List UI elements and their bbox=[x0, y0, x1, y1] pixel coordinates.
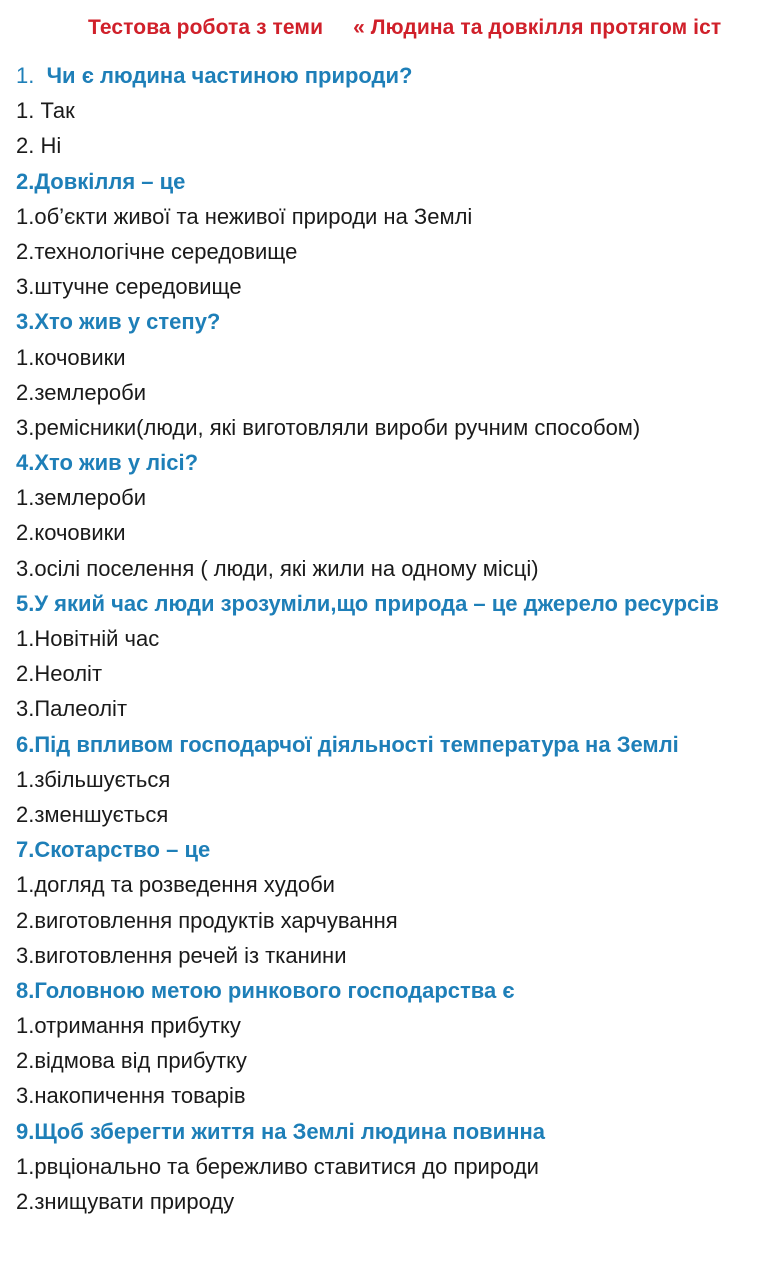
answer-option: 2.землероби bbox=[16, 379, 146, 405]
answer-option: 2.відмова від прибутку bbox=[16, 1048, 247, 1074]
question-8: 8.Головною метою ринкового господарства є bbox=[16, 977, 515, 1003]
answer-option: 3.накопичення товарів bbox=[16, 1083, 246, 1109]
answer-option: 1. Так bbox=[16, 98, 75, 124]
question-1 bbox=[16, 58, 772, 93]
answer-option: 1.Новітній час bbox=[16, 626, 160, 651]
answer-option: 2.виготовлення продуктів харчування bbox=[16, 907, 398, 933]
page-title bbox=[88, 16, 721, 40]
answer-option: 1.об’єкти живої та неживої природи на Землі bbox=[16, 203, 473, 229]
question-5: 5.У який час люди зрозуміли,що природа – це джерело ресурсів bbox=[16, 590, 719, 616]
question-number: 1. bbox=[16, 63, 35, 88]
answer-option: 2. Ні bbox=[16, 133, 62, 159]
answer-option: 3.виготовлення речей із тканини bbox=[16, 942, 347, 968]
answer-option: 2.кочовики bbox=[16, 520, 126, 546]
answer-option: 2.Неоліт bbox=[16, 661, 103, 687]
answer-option: 1.рвціонально та бережливо ставитися до природи bbox=[16, 1153, 539, 1179]
question-text: Чи є людина частиною природи? bbox=[46, 63, 413, 88]
answer-option: 3.Палеоліт bbox=[16, 696, 128, 722]
answer-option: 2.технологічне середовище bbox=[16, 238, 298, 264]
question-6: 6.Під впливом господарчої діяльності температура на Землі bbox=[16, 731, 679, 757]
answer-option: 3.штучне середовище bbox=[16, 274, 242, 300]
answer-option: 1.землероби bbox=[16, 485, 146, 511]
question-4: 4.Хто жив у лісі? bbox=[16, 450, 199, 476]
answer-option: 1.догляд та розведення худоби bbox=[16, 872, 335, 898]
test-content bbox=[16, 58, 772, 1219]
answer-option: 1.кочовики bbox=[16, 344, 126, 370]
title-part-1: Тестова робота з теми bbox=[88, 16, 324, 39]
answer-option: 1.отримання прибутку bbox=[16, 1013, 241, 1039]
answer-option: 3.ремісники(люди, які виготовляли вироби ручним способом) bbox=[16, 414, 641, 440]
question-9: 9.Щоб зберегти життя на Землі людина повинна bbox=[16, 1118, 546, 1144]
answer-option: 3.осілі поселення ( люди, які жили на одному місці) bbox=[16, 555, 539, 581]
title-part-2: « Людина та довкілля протягом іст bbox=[353, 16, 722, 39]
question-7: 7.Скотарство – це bbox=[16, 837, 211, 863]
answer-option: 1.збільшується bbox=[16, 766, 171, 792]
answer-option: 2.зменшується bbox=[16, 801, 169, 827]
question-3: 3.Хто жив у степу? bbox=[16, 309, 221, 335]
answer-option: 2.знищувати природу bbox=[16, 1189, 235, 1214]
question-2: 2.Довкілля – це bbox=[16, 168, 186, 194]
